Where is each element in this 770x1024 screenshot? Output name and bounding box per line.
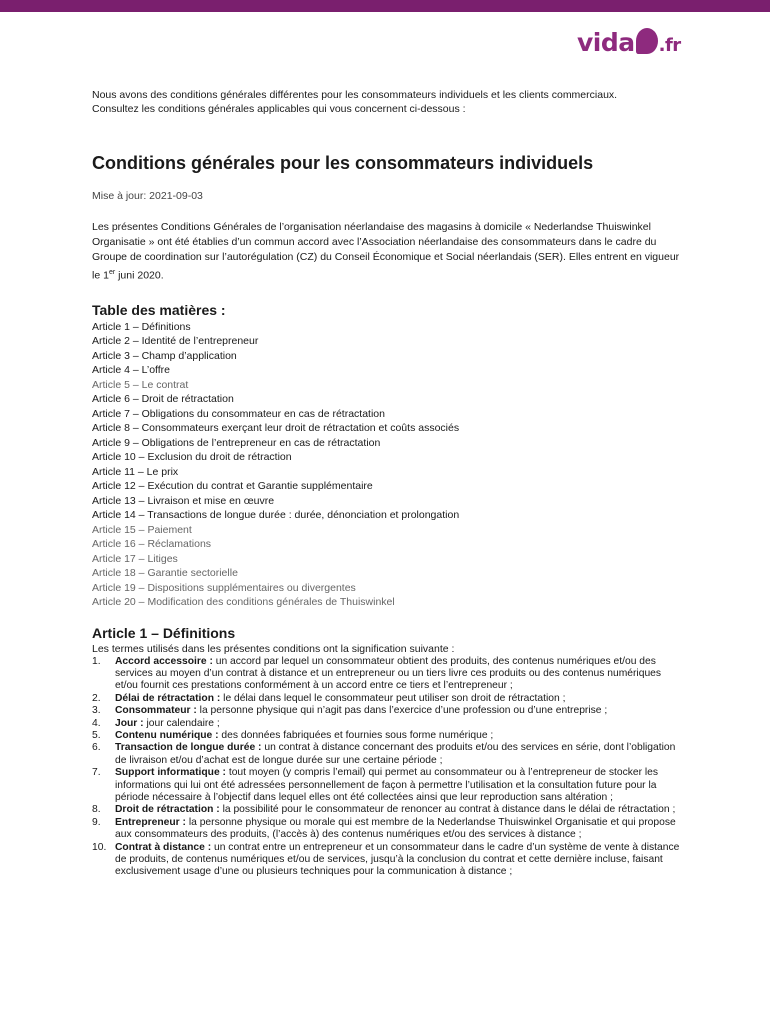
definition-item: [92, 718, 682, 730]
toc-item[interactable]: Article 1 – Définitions: [92, 320, 191, 333]
definition-number: 9.: [92, 816, 101, 828]
definition-number: 5.: [92, 729, 101, 741]
article-1-intro: Les termes utilisés dans les présentes conditions ont la signification suivante :: [92, 642, 455, 655]
toc-item[interactable]: Article 11 – Le prix: [92, 465, 179, 478]
page-title: Conditions générales pour les consommateurs individuels: [92, 153, 594, 173]
definition-text: la possibilité pour le consommateur de renoncer au contrat à distance dans le délai de rétractation ;: [219, 804, 676, 816]
intro-line-2: Consultez les conditions générales applicables qui vous concernent ci-dessous :: [92, 103, 466, 115]
definition-item: [92, 730, 682, 742]
definition-text: un contrat entre un entrepreneur et un consommateur dans le cadre d’un système de vente à distance de produits, de contenus numériques et/ou de services, jusqu’à la conclusion du contrat et cette dernière incluse, faisant exclusivement usage d’une ou plusieurs techniques pour la communication à distance ;: [115, 841, 680, 878]
definition-number: 6.: [92, 742, 101, 754]
table-of-contents: [92, 320, 682, 610]
definition-text: un contrat à distance concernant des produits et/ou des services en série, dont l’obligation de livraison et/ou d’achat est de longue durée sur une certaine période ;: [115, 742, 676, 766]
definition-item: [92, 705, 682, 717]
logo-text: vida: [577, 28, 635, 57]
lead-sup: er: [108, 269, 116, 276]
definition-term: Droit de rétractation :: [115, 804, 220, 816]
toc-item[interactable]: Article 10 – Exclusion du droit de rétraction: [92, 451, 292, 463]
brand-top-bar: [0, 0, 770, 12]
definitions-list: [92, 656, 682, 879]
toc-item[interactable]: Article 20 – Modification des conditions générales de Thuiswinkel: [92, 596, 395, 608]
definition-number: 7.: [92, 767, 101, 779]
logo-suffix: .fr: [658, 35, 681, 56]
toc-item[interactable]: Article 7 – Obligations du consommateur en cas de rétractation: [92, 407, 385, 420]
lead-paragraph: [92, 220, 682, 284]
definition-number: 3.: [92, 705, 101, 717]
definition-item: [92, 817, 682, 842]
definition-number: 4.: [92, 717, 101, 729]
definition-item: [92, 656, 682, 693]
vidaxl-logo[interactable]: [577, 28, 681, 68]
toc-item[interactable]: Article 15 – Paiement: [92, 523, 192, 536]
definition-text: le délai dans lequel le consommateur peut utiliser son droit de rétractation ;: [220, 692, 566, 704]
definition-term: Contenu numérique :: [115, 729, 219, 741]
definition-term: Entrepreneur :: [115, 816, 186, 828]
definition-text: un accord par lequel un consommateur obtient des produits, des contenus numériques et/ou des services au moyen d’un contrat à distance et un entrepreneur ou un tiers livre ces produits ou des contenus numériques et/ou fournit ces prestations conformément à un accord entre ce tiers et l’entrepreneur ;: [115, 655, 662, 692]
definition-number: 2.: [92, 692, 101, 704]
logo-mark-icon: [636, 28, 658, 54]
definition-term: Consommateur :: [115, 705, 197, 717]
definition-term: Jour :: [115, 717, 144, 729]
toc-item[interactable]: Article 9 – Obligations de l’entrepreneur en cas de rétractation: [92, 436, 381, 449]
toc-item[interactable]: Article 12 – Exécution du contrat et Garantie supplémentaire: [92, 480, 373, 492]
toc-item[interactable]: Article 17 – Litiges: [92, 552, 178, 565]
lead-end: juni 2020.: [115, 269, 164, 282]
definition-term: Transaction de longue durée :: [115, 742, 262, 754]
definition-item: [92, 742, 682, 767]
definition-term: Délai de rétractation :: [115, 692, 221, 704]
document-body: [92, 88, 682, 879]
toc-heading: Table des matières :: [92, 301, 226, 318]
definition-text: tout moyen (y compris l’email) qui permet au consommateur ou à l’entrepreneur de stocker les informations qui lui ont été adressées personnellement de façon à permettre l’utilisation et la consultation future pour la période nécessaire à l’objectif dans lequel elles ont été collectées ainsi que leur reproduction sans altération ;: [115, 767, 659, 803]
toc-item[interactable]: Article 14 – Transactions de longue durée : durée, dénonciation et prolongation: [92, 509, 460, 521]
definition-item: [92, 804, 682, 816]
toc-item[interactable]: Article 3 – Champ d’application: [92, 349, 237, 362]
toc-item[interactable]: Article 2 – Identité de l’entrepreneur: [92, 335, 259, 347]
update-date: Mise à jour: 2021-09-03: [92, 190, 203, 202]
definition-term: Support informatique :: [115, 767, 226, 779]
intro-line-1: Nous avons des conditions générales différentes pour les consommateurs individuels et les clients commerciaux.: [92, 89, 618, 101]
intro-text: [92, 88, 682, 116]
toc-item[interactable]: Article 4 – L’offre: [92, 364, 171, 376]
lead-text: Les présentes Conditions Générales de l’organisation néerlandaise des magasins à domicile « Nederlandse Thuiswinkel Organisatie » ont été établies d’un commun accord avec l’Association néerlandaise des consommateurs dans le cadre du Groupe de coordination sur l’autorégulation (CZ) du Conseil Économique et Social néerlandais (SER). Elles entrent en vigueur le 1: [92, 221, 680, 282]
definition-number: 8.: [92, 804, 101, 816]
toc-item[interactable]: Article 6 – Droit de rétractation: [92, 393, 234, 405]
toc-item[interactable]: Article 16 – Réclamations: [92, 538, 212, 550]
definition-text: la personne physique ou morale qui est membre de la Nederlandse Thuiswinkel Organisatie et qui propose aux consommateurs des produits, (l’accès à) des contenus numériques et/ou des services à distance ;: [115, 816, 676, 841]
article-1-heading: Article 1 – Définitions: [92, 624, 236, 641]
definition-item: [92, 693, 682, 705]
toc-item[interactable]: Article 8 – Consommateurs exerçant leur droit de rétractation et coûts associés: [92, 422, 460, 434]
toc-item[interactable]: Article 19 – Dispositions supplémentaires ou divergentes: [92, 581, 356, 594]
definition-item: [92, 842, 682, 879]
definition-text: jour calendaire ;: [143, 717, 220, 729]
toc-item[interactable]: Article 5 – Le contrat: [92, 378, 189, 391]
definition-number: 10.: [92, 841, 107, 853]
toc-item[interactable]: Article 13 – Livraison et mise en œuvre: [92, 494, 275, 507]
definition-text: des données fabriquées et fournies sous forme numérique ;: [218, 729, 494, 741]
definition-term: Accord accessoire :: [115, 655, 213, 667]
definition-text: la personne physique qui n’agit pas dans l’exercice d’une profession ou d’une entreprise ;: [196, 705, 608, 717]
toc-item[interactable]: Article 18 – Garantie sectorielle: [92, 567, 238, 579]
definition-number: 1.: [92, 655, 101, 667]
definition-term: Contrat à distance :: [115, 841, 212, 853]
definition-item: [92, 767, 682, 804]
